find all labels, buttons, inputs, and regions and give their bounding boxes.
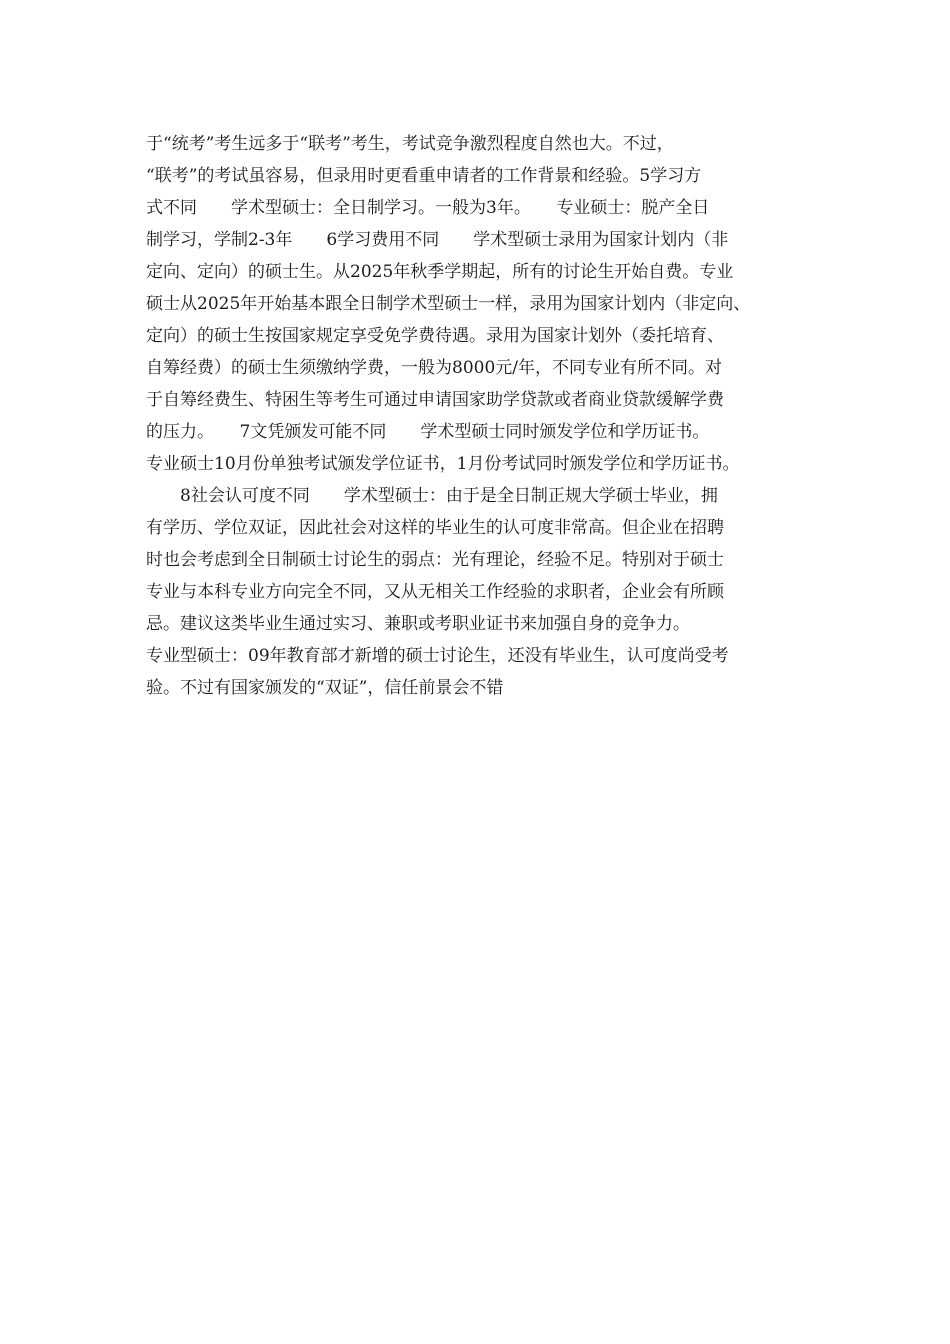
text-line: 于自筹经费生、特困生等考生可通过申请国家助学贷款或者商业贷款缓解学费: [146, 390, 724, 410]
text-line: 制学习，学制2-3年 6学习费用不同 学术型硕士录用为国家计划内（非: [146, 230, 729, 250]
text-line: 验。不过有国家颁发的“双证”，信任前景会不错: [146, 678, 504, 698]
text-line: 于“统考”考生远多于“联考”考生，考试竞争激烈程度自然也大。不过，: [146, 134, 674, 154]
text-line: “联考”的考试虽容易，但录用时更看重申请者的工作背景和经验。5学习方: [146, 166, 702, 186]
text-line: 专业硕士10月份单独考试颁发学位证书，1月份考试同时颁发学位和学历证书。: [146, 454, 740, 474]
text-line: 时也会考虑到全日制硕士讨论生的弱点：光有理论，经验不足。特别对于硕士: [146, 550, 724, 570]
text-line: 自筹经费）的硕士生须缴纳学费，一般为8000元/年，不同专业有所不同。对: [146, 358, 722, 378]
text-line: 定向、定向）的硕士生。从2025年秋季学期起，所有的讨论生开始自费。专业: [146, 262, 734, 282]
text-line: 定向）的硕士生按国家规定享受免学费待遇。录用为国家计划外（委托培育、: [146, 326, 724, 346]
text-line: 忌。建议这类毕业生通过实习、兼职或考职业证书来加强自身的竞争力。: [146, 614, 690, 634]
body-text: [146, 128, 826, 704]
text-line: 硕士从2025年开始基本跟全日制学术型硕士一样，录用为国家计划内（非定向、: [146, 294, 751, 314]
text-line: 的压力。 7文凭颁发可能不同 学术型硕士同时颁发学位和学历证书。: [146, 422, 710, 442]
text-line: 8社会认可度不同 学术型硕士：由于是全日制正规大学硕士毕业，拥: [146, 486, 718, 506]
text-line: 专业与本科专业方向完全不同，又从无相关工作经验的求职者，企业会有所顾: [146, 582, 724, 602]
text-line: 式不同 学术型硕士：全日制学习。一般为3年。 专业硕士：脱产全日: [146, 198, 710, 218]
text-line: 专业型硕士：09年教育部才新增的硕士讨论生，还没有毕业生，认可度尚受考: [146, 646, 729, 666]
text-line: 有学历、学位双证，因此社会对这样的毕业生的认可度非常高。但企业在招聘: [146, 518, 724, 538]
